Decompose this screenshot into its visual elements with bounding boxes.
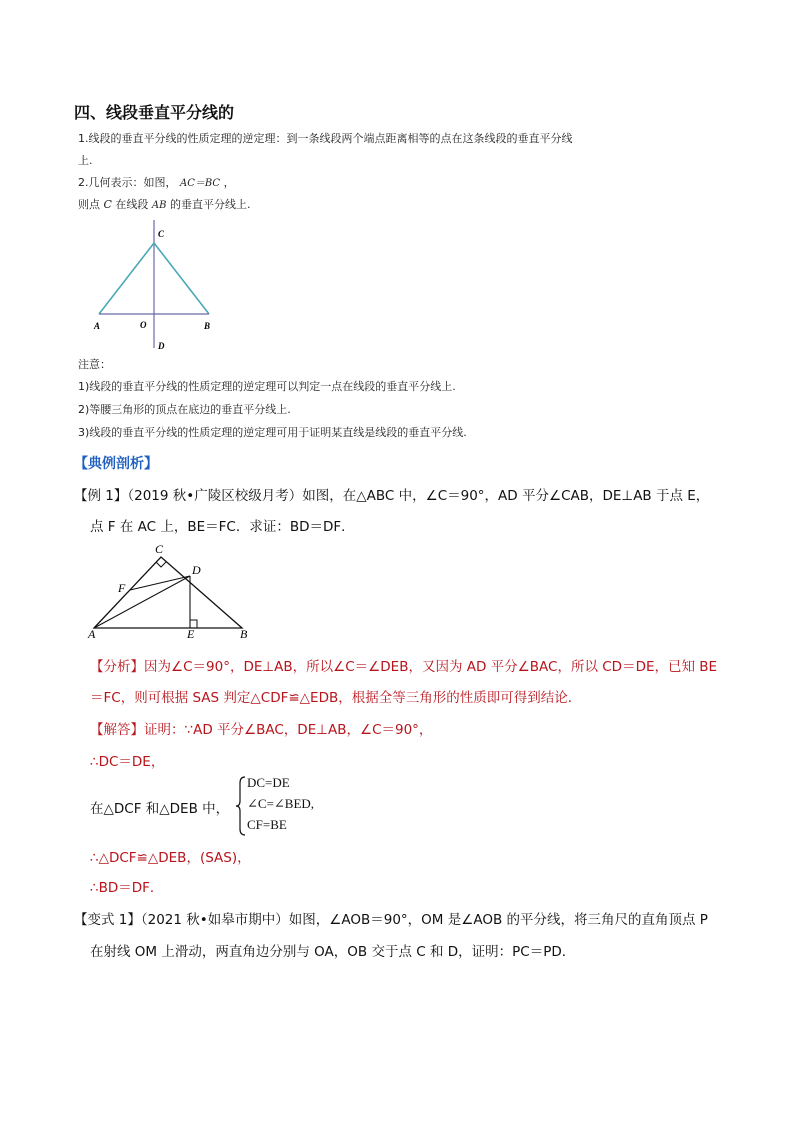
segment-fd: [130, 576, 190, 590]
section-title: 四、线段垂直平分线的: [74, 103, 235, 122]
figure-right-triangle: [86, 540, 256, 640]
fig2-label-c: C: [155, 542, 164, 556]
fig2-label-f: F: [118, 581, 126, 595]
solution-line-3-prefix: 在△DCF 和△DEB 中，: [90, 801, 230, 817]
label-c: C: [158, 229, 165, 239]
segment-ad: [94, 576, 190, 628]
label-a: A: [94, 321, 101, 331]
theory-line-2-suffix: ，: [223, 176, 235, 189]
variant-1-line-2: 在射线 OM 上滑动，两直角边分别与 OA，OB 交于点 C 和 D，证明：PC＝PD．: [90, 944, 576, 960]
analysis-line-2: ＝FC，则可根据 SAS 判定△CDF≌△EDB，根据全等三角形的性质即可得到结论．: [90, 690, 582, 706]
fig2-label-e: E: [187, 627, 195, 640]
theory-formula: AC＝BC: [180, 178, 221, 189]
fig2-label-b: B: [240, 627, 248, 640]
triangle-abc: [94, 557, 242, 628]
right-angle-mark-c: [156, 562, 166, 567]
label-b: B: [204, 321, 211, 331]
theory-seg-ab: AB: [151, 200, 167, 211]
theory-line-3-a: 则点: [78, 198, 100, 211]
analysis-line-1: 【分析】因为∠C＝90°，DE⊥AB，所以∠C＝∠DEB，又因为 AD 平分∠BAC，所以 CD＝DE，已知 BE: [90, 659, 718, 675]
left-brace-icon: [235, 775, 247, 837]
segment-ca: [99, 243, 154, 314]
fig2-label-d: D: [192, 563, 201, 577]
theory-line-1-cont: 上.: [78, 154, 93, 167]
example-1-line-1: 【例 1】（2019 秋•广陵区校级月考）如图，在△ABC 中，∠C＝90°，AD 平分∠CAB，DE⊥AB 于点 E，: [74, 488, 710, 504]
theory-line-2-prefix: 2.几何表示：如图，: [78, 176, 177, 189]
note-item-2: 2)等腰三角形的顶点在底边的垂直平分线上.: [78, 403, 291, 416]
solution-line-4: ∴△DCF≌△DEB，(SAS)，: [90, 850, 251, 866]
theory-line-3-c: 的垂直平分线上.: [170, 198, 251, 211]
system-eq-1: DC=DE: [247, 775, 290, 790]
theory-point-c: C: [103, 198, 112, 211]
note-item-3: 3)线段的垂直平分线的性质定理的逆定理可用于证明某直线是线段的垂直平分线.: [78, 426, 467, 439]
segment-bd: [190, 576, 242, 628]
solution-line-2: ∴DC＝DE，: [90, 754, 165, 770]
equation-system: [235, 775, 355, 837]
theory-line-1: 1.线段的垂直平分线的性质定理的逆定理：到一条线段两个端点距离相等的点在这条线段的垂直平分线: [78, 132, 573, 145]
system-eq-2: ∠C=∠BED,: [247, 796, 315, 811]
variant-1-line-1: 【变式 1】（2021 秋•如皋市期中）如图，∠AOB＝90°，OM 是∠AOB 的平分线，将三角尺的直角顶点 P: [74, 912, 708, 928]
label-d: D: [158, 341, 165, 351]
example-section-header: 【典例剖析】: [74, 456, 158, 472]
system-eq-3: CF=BE: [247, 817, 287, 832]
solution-line-1: 【解答】证明：∵AD 平分∠BAC，DE⊥AB，∠C＝90°，: [90, 722, 433, 738]
segment-cb: [154, 243, 209, 314]
figure-perpendicular-bisector: [88, 215, 228, 355]
notes-title: 注意：: [78, 358, 111, 371]
label-o: O: [140, 320, 147, 330]
theory-line-2: [78, 174, 235, 190]
fig2-label-a: A: [88, 627, 96, 640]
solution-line-5: ∴BD＝DF．: [90, 880, 164, 896]
theory-line-3-b: 在线段: [115, 198, 149, 211]
note-item-1: 1)线段的垂直平分线的性质定理的逆定理可以判定一点在线段的垂直平分线上.: [78, 380, 456, 393]
example-1-line-2: 点 F 在 AC 上，BE＝FC．求证：BD＝DF．: [90, 519, 355, 535]
theory-line-3: [78, 196, 251, 212]
